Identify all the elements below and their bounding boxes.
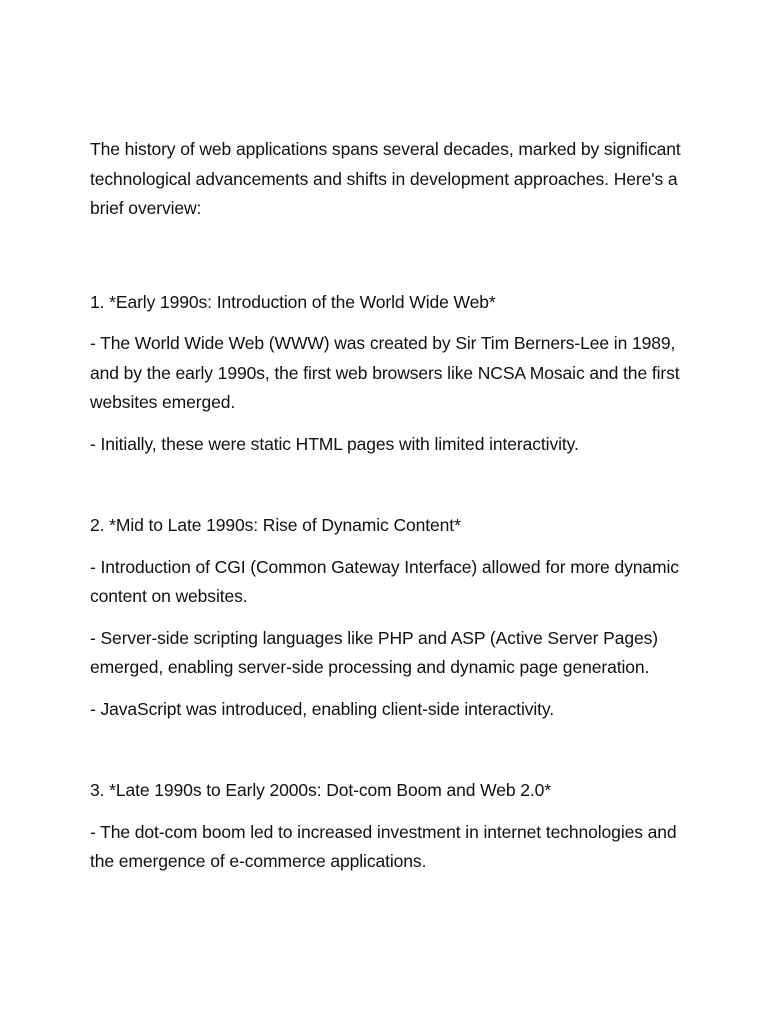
section-heading: 3. *Late 1990s to Early 2000s: Dot-com Boom and Web 2.0* [90, 780, 552, 800]
section-mid-late-1990s [90, 511, 690, 724]
bullet-paragraph: - Introduction of CGI (Common Gateway Interface) allowed for more dynamic content on websites. [90, 556, 679, 606]
section-dot-com-web2 [90, 776, 690, 877]
section-early-1990s [90, 288, 690, 460]
intro-paragraph: The history of web applications spans several decades, marked by significant technological advancements and shifts in development approaches. Here's a brief overview: [90, 139, 681, 218]
bullet-paragraph: - The World Wide Web (WWW) was created by Sir Tim Berners-Lee in 1989, and by the early 1990s, the first web browsers like NCSA Mosaic and the first websites emerged. [90, 333, 680, 412]
bullet-paragraph: - Server-side scripting languages like PHP and ASP (Active Server Pages) emerged, enabling server-side processing and dynamic page generation. [90, 627, 658, 677]
bullet-paragraph: - Initially, these were static HTML pages with limited interactivity. [90, 433, 579, 454]
section-heading: 1. *Early 1990s: Introduction of the World Wide Web* [90, 291, 496, 312]
section-heading: 2. *Mid to Late 1990s: Rise of Dynamic Content* [90, 515, 461, 535]
bullet-paragraph: - JavaScript was introduced, enabling client-side interactivity. [90, 698, 555, 719]
bullet-paragraph: - The dot-com boom led to increased investment in internet technologies and the emergence of e-commerce applications. [90, 821, 677, 871]
document-body [90, 135, 690, 889]
